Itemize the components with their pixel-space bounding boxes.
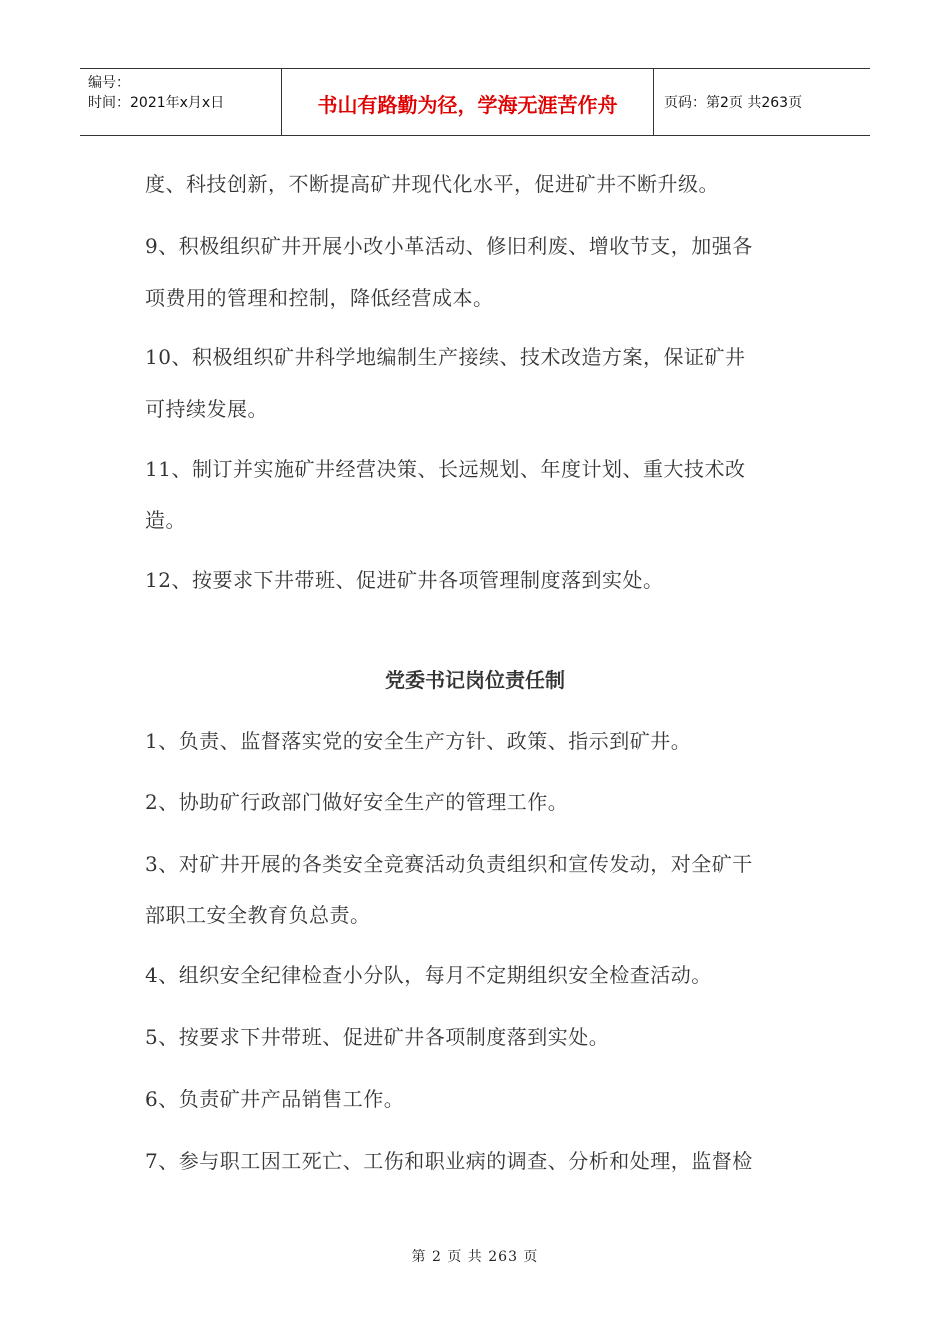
paragraph-line: 2、协助矿行政部门做好安全生产的管理工作。 bbox=[145, 790, 569, 814]
paragraph-line: 4、组织安全纪律检查小分队，每月不定期组织安全检查活动。 bbox=[145, 963, 712, 987]
paragraph-line: 度、科技创新，不断提高矿井现代化水平，促进矿井不断升级。 bbox=[145, 172, 719, 196]
header-page-info: 页码：第2页 共263页 bbox=[664, 95, 803, 111]
paragraph-line: 3、对矿井开展的各类安全竞赛活动负责组织和宣传发动，对全矿干 bbox=[145, 852, 753, 876]
paragraph-line: 10、积极组织矿井科学地编制生产接续、技术改造方案，保证矿井 bbox=[145, 345, 746, 369]
paragraph-line: 可持续发展。 bbox=[145, 397, 268, 421]
paragraph-line: 1、负责、监督落实党的安全生产方针、政策、指示到矿井。 bbox=[145, 729, 692, 753]
paragraph-line: 9、积极组织矿井开展小改小革活动、修旧利废、增收节支，加强各 bbox=[145, 234, 753, 258]
document-number-label: 编号： bbox=[88, 75, 130, 91]
header-meta bbox=[80, 69, 282, 135]
paragraph-line: 部职工安全教育负总责。 bbox=[145, 903, 371, 927]
page-header bbox=[80, 68, 870, 136]
paragraph-line: 5、按要求下井带班、促进矿井各项制度落到实处。 bbox=[145, 1025, 610, 1049]
document-date: 时间：2021年x月x日 bbox=[88, 95, 225, 111]
paragraph-line: 造。 bbox=[145, 508, 186, 532]
paragraph-line: 7、参与职工因工死亡、工伤和职业病的调查、分析和处理，监督检 bbox=[145, 1149, 753, 1173]
header-motto: 书山有路勤为径，学海无涯苦作舟 bbox=[282, 69, 654, 135]
section-title: 党委书记岗位责任制 bbox=[385, 668, 565, 692]
paragraph-line: 11、制订并实施矿井经营决策、长远规划、年度计划、重大技术改 bbox=[145, 457, 746, 481]
paragraph-line: 12、按要求下井带班、促进矿井各项管理制度落到实处。 bbox=[145, 568, 664, 592]
page-footer: 第 2 页 共 263 页 bbox=[411, 1249, 539, 1265]
paragraph-line: 6、负责矿井产品销售工作。 bbox=[145, 1087, 405, 1111]
paragraph-line: 项费用的管理和控制，降低经营成本。 bbox=[145, 286, 494, 310]
